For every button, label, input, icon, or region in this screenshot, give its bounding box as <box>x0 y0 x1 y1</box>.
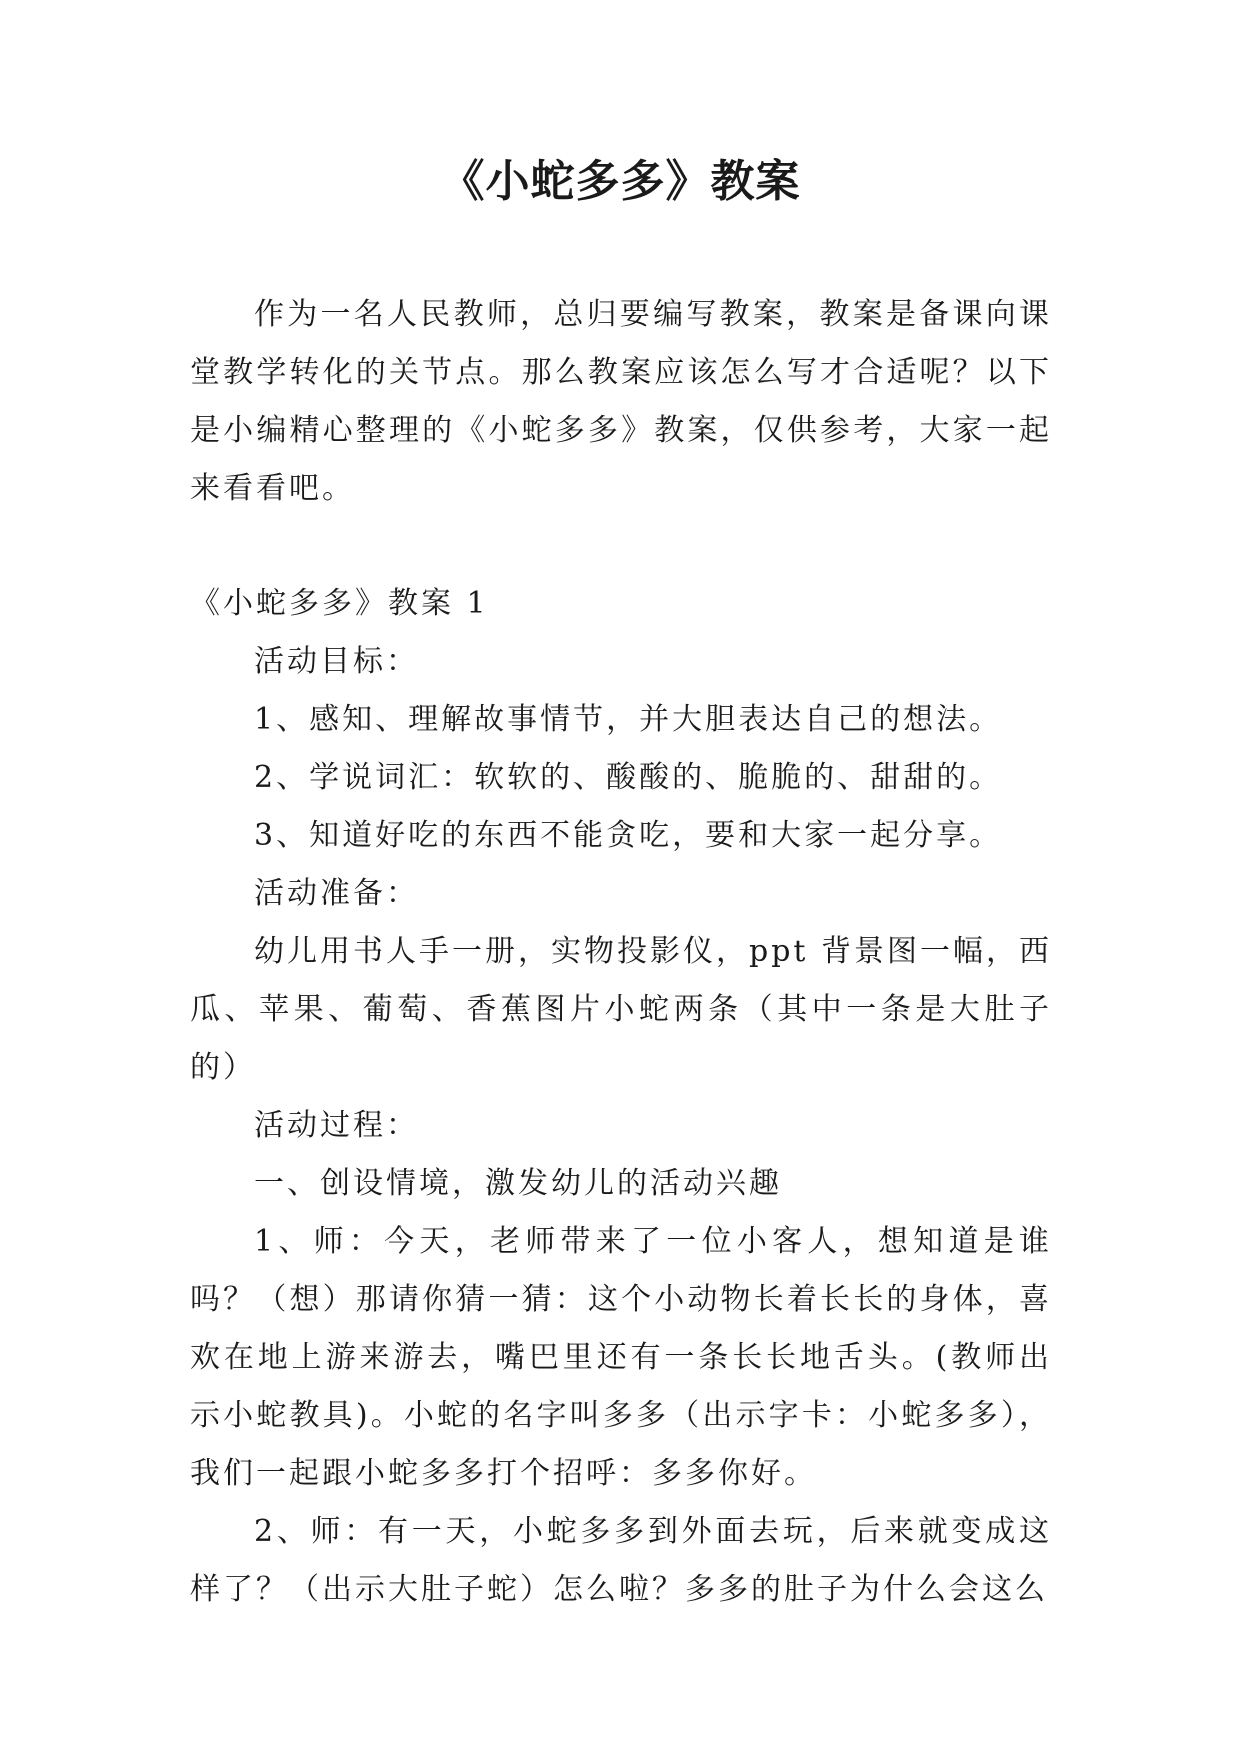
paragraph-activity-prep-label: 活动准备： <box>254 876 419 911</box>
paragraph-activity-process-label: 活动过程： <box>254 1108 419 1143</box>
intro-paragraph: 作为一名人民教师，总归要编写教案，教案是备课向课堂教学转化的关节点。那么教案应该怎么写才合适呢？以下是小编精心整理的《小蛇多多》教案，仅供参考，大家一起来看看吧。 <box>190 297 1052 506</box>
section-heading: 《小蛇多多》教案 1 <box>190 586 489 621</box>
paragraph-goal-3: 3、知道好吃的东西不能贪吃，要和大家一起分享。 <box>254 818 1003 853</box>
paragraph-activity-goals-label: 活动目标： <box>254 644 419 679</box>
paragraph-step-2: 2、师：有一天，小蛇多多到外面去玩，后来就变成这样了？（出示大肚子蛇）怎么啦？多多的肚子为什么会这么 <box>190 1514 1052 1607</box>
document-title: 《小蛇多多》教案 <box>440 156 801 207</box>
intro-block <box>190 286 1052 518</box>
paragraph-goal-1: 1、感知、理解故事情节，并大胆表达自己的想法。 <box>254 702 1003 737</box>
lesson-plan-section <box>190 575 1052 1619</box>
paragraph-step-one-heading: 一、创设情境，激发幼儿的活动兴趣 <box>254 1166 782 1201</box>
paragraph-step-1: 1、师：今天，老师带来了一位小客人，想知道是谁吗？（想）那请你猜一猜：这个小动物长着长长的身体，喜欢在地上游来游去，嘴巴里还有一条长长地舌头。(教师出示小蛇教具)。小蛇的名字叫多多（出示字卡：小蛇多多），我们一起跟小蛇多多打个招呼：多多你好。 <box>190 1224 1052 1491</box>
paragraph-activity-prep: 幼儿用书人手一册，实物投影仪，ppt 背景图一幅，西瓜、苹果、葡萄、香蕉图片小蛇两条（其中一条是大肚子的） <box>190 934 1052 1085</box>
paragraph-goal-2: 2、学说词汇：软软的、酸酸的、脆脆的、甜甜的。 <box>254 760 1003 795</box>
